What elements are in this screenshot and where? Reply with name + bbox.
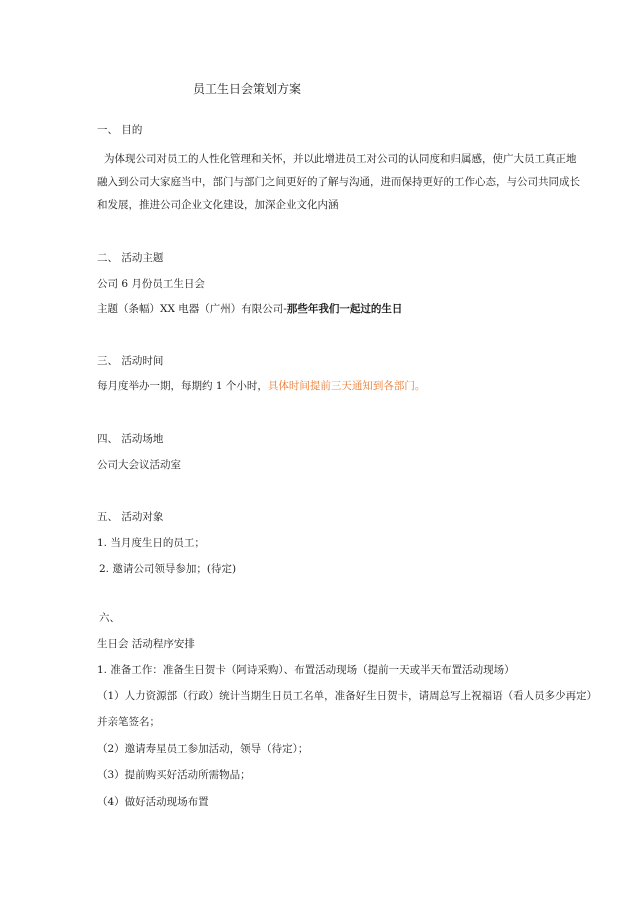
section6-sub1-line1: （1）人力资源部（行政）统计当期生日员工名单，准备好生日贺卡，请周总写上祝福语（看人员多少再定） xyxy=(97,690,598,702)
section3-heading: 三、 活动时间 xyxy=(97,355,164,367)
section4-heading: 四、 活动场地 xyxy=(97,433,164,445)
section2-heading: 二、 活动主题 xyxy=(97,252,164,264)
section4-line1: 公司大会议活动室 xyxy=(97,459,181,471)
section3-line1 xyxy=(97,379,425,393)
section2-line1: 公司 6 月份员工生日会 xyxy=(97,278,205,290)
section3-line1-highlight: 具体时间提前三天通知到各部门。 xyxy=(267,380,426,392)
section2-line2-prefix: 主题（条幅）XX 电器（广州）有限公司- xyxy=(97,303,287,315)
section5-heading: 五、 活动对象 xyxy=(97,511,164,523)
section6-subheading: 生日会 活动程序安排 xyxy=(97,638,195,650)
section3-line1-prefix: 每月度举办一期，每期约 1 个小时， xyxy=(97,380,268,392)
section6-heading: 六、 xyxy=(99,612,120,624)
section6-sub3: （3）提前购买好活动所需物品； xyxy=(97,769,251,781)
section6-sub2: （2）邀请寿星员工参加活动，领导（待定）； xyxy=(97,743,309,755)
section1-paragraph-line2: 融入到公司大家庭当中，部门与部门之间更好的了解与沟通，进而保持更好的工作心态，与公司共同成长 xyxy=(97,176,580,188)
document-title: 员工生日会策划方案 xyxy=(193,82,302,96)
section1-paragraph-line1: 为体现公司对员工的人性化管理和关怀，并以此增进员工对公司的认同度和归属感，使广大员工真正地 xyxy=(104,153,577,165)
section5-item1: 1. 当月度生日的员工； xyxy=(97,537,205,549)
section6-item1: 1. 准备工作：准备生日贺卡（阿诗采购）、布置活动现场（提前一天或半天布置活动现场） xyxy=(97,664,515,676)
section2-line2-bold: 那些年我们一起过的生日 xyxy=(286,303,403,315)
section2-line2 xyxy=(97,302,402,316)
section1-paragraph-line3: 和发展，推进公司企业文化建设，加深企业文化内涵 xyxy=(97,199,339,211)
section1-heading: 一、 目的 xyxy=(97,124,143,136)
section5-item2: 2. 邀请公司领导参加；(待定) xyxy=(99,563,237,575)
section6-sub4: （4）做好活动现场布置 xyxy=(97,796,209,808)
section6-sub1-line2: 并亲笔签名； xyxy=(97,716,160,728)
